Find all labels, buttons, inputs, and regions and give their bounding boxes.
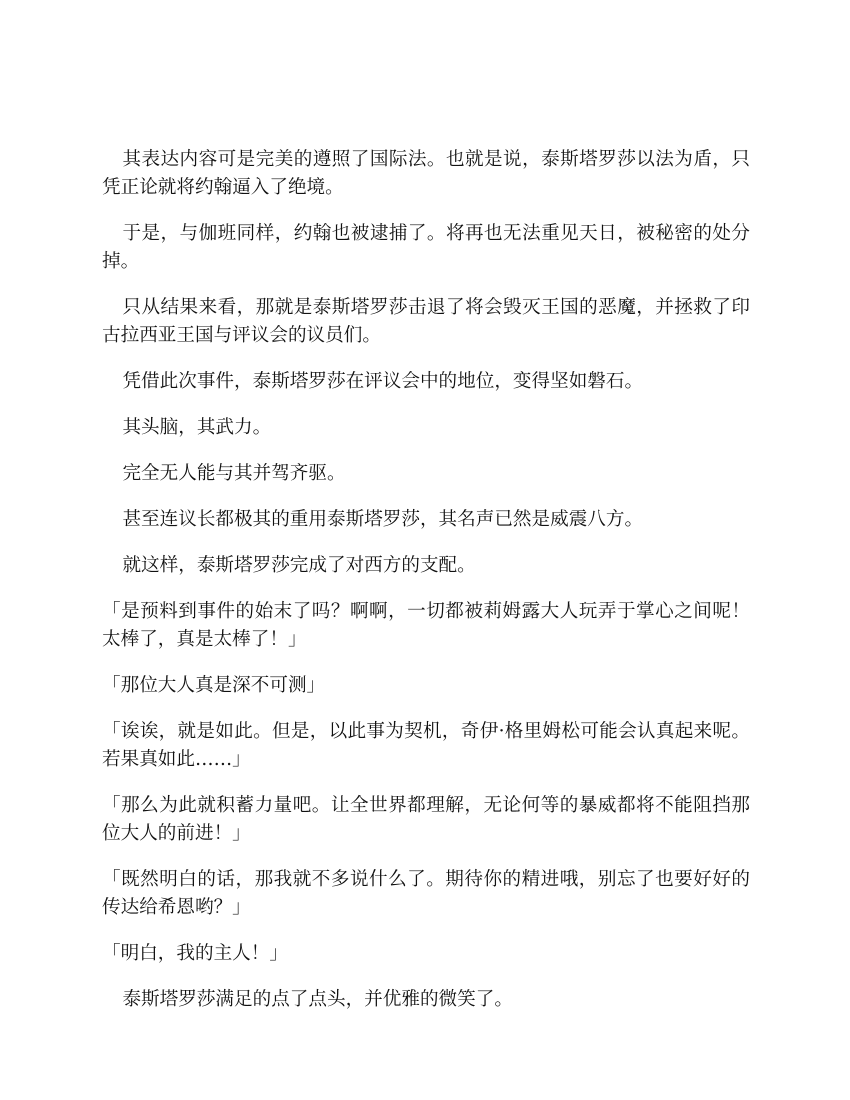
dialogue-paragraph: 「是预料到事件的始末了吗？啊啊，一切都被莉姆露大人玩弄于掌心之间呢！太棒了，真是太棒了！」	[102, 601, 750, 650]
paragraph: 其表达内容可是完美的遵照了国际法。也就是说，泰斯塔罗莎以法为盾，只凭正论就将约翰逼入了绝境。	[102, 149, 750, 198]
dialogue-paragraph: 「诶诶，就是如此。但是，以此事为契机，奇伊·格里姆松可能会认真起来呢。若果真如此……」	[102, 721, 750, 770]
paragraph: 泰斯塔罗莎满足的点了点头，并优雅的微笑了。	[122, 989, 513, 1010]
dialogue-paragraph: 「既然明白的话，那我就不多说什么了。期待你的精进哦，别忘了也要好好的传达给希恩哟？」	[102, 869, 750, 918]
paragraph: 完全无人能与其并驾齐驱。	[122, 463, 346, 484]
dialogue-paragraph: 「那么为此就积蓄力量吧。让全世界都理解，无论何等的暴威都将不能阻挡那位大人的前进！」	[102, 795, 750, 844]
dialogue-paragraph: 「那位大人真是深不可测」	[102, 675, 326, 696]
body-text	[102, 146, 750, 1014]
paragraph: 甚至连议长都极其的重用泰斯塔罗莎，其名声已然是威震八方。	[122, 509, 644, 530]
paragraph: 于是，与伽班同样，约翰也被逮捕了。将再也无法重见天日，被秘密的处分掉。	[102, 223, 750, 272]
paragraph: 就这样，泰斯塔罗莎完成了对西方的支配。	[122, 555, 476, 576]
paragraph: 凭借此次事件，泰斯塔罗莎在评议会中的地位，变得坚如磐石。	[122, 371, 644, 392]
paragraph: 只从结果来看，那就是泰斯塔罗莎击退了将会毁灭王国的恶魔，并拯救了印古拉西亚王国与评议会的议员们。	[102, 297, 750, 346]
dialogue-paragraph: 「明白，我的主人！」	[102, 943, 288, 964]
paragraph: 其头脑，其武力。	[122, 417, 272, 438]
